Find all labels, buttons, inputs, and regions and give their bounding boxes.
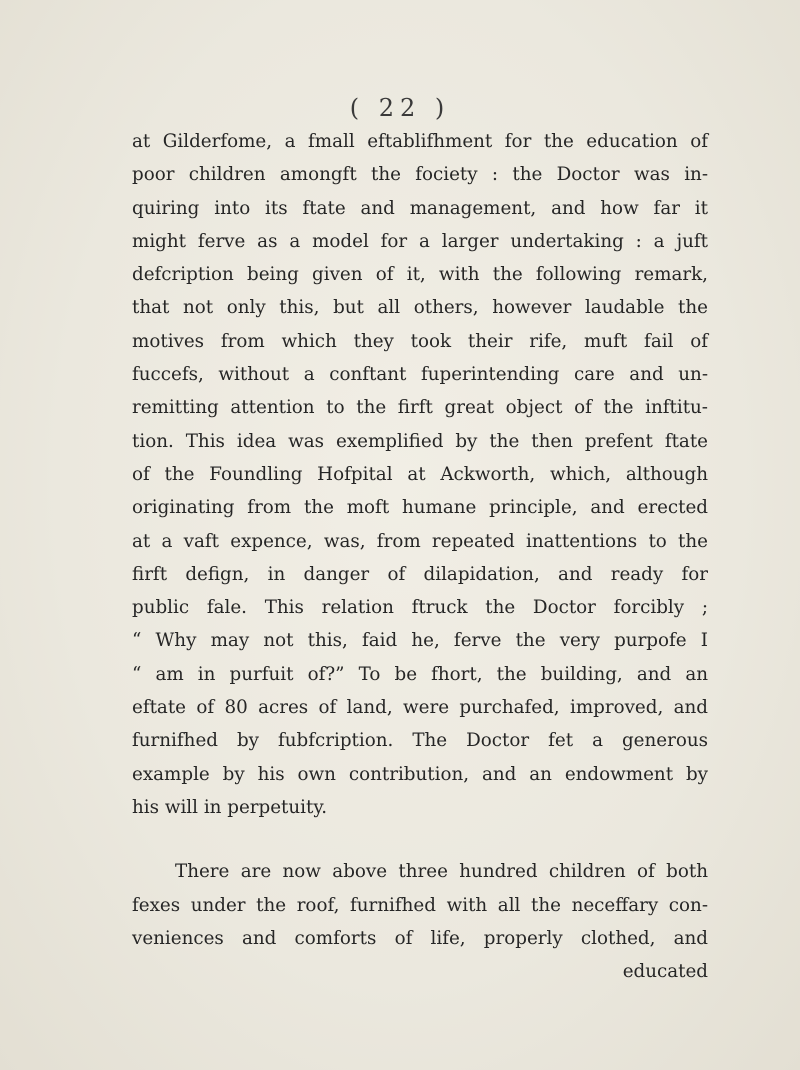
- text-line: poor children amongft the fociety : the Doctor was in-: [132, 164, 708, 186]
- text-line: that not only this, but all others, however laudable the: [132, 297, 708, 319]
- text-line: There are now above three hundred children of both: [175, 861, 708, 883]
- paragraph-2: [132, 855, 708, 988]
- text-line: “ am in purfuit of?” To be fhort, the building, and an: [132, 663, 708, 685]
- text-line: remitting attention to the firft great object of the inftitu-: [132, 397, 708, 419]
- text-line: at a vaft expence, was, from repeated inattentions to the: [132, 530, 708, 552]
- text-line: “ Why may not this, faid he, ferve the very purpofe I: [132, 630, 708, 652]
- text-line: of the Foundling Hofpital at Ackworth, which, although: [132, 463, 708, 485]
- text-line: public fale. This relation ftruck the Doctor forcibly ;: [132, 597, 708, 619]
- text-line: quiring into its ftate and management, and how far it: [132, 197, 708, 219]
- text-line: tion. This idea was exemplified by the then prefent ftate: [132, 430, 708, 452]
- text-line: fuccefs, without a conftant fuperintending care and un-: [132, 364, 708, 386]
- page-body: [132, 125, 708, 988]
- page-number: ( 22 ): [349, 94, 451, 122]
- paragraph-gap: [132, 824, 708, 855]
- text-line: eftate of 80 acres of land, were purchafed, improved, and: [132, 697, 708, 719]
- text-line: his will in perpetuity.: [132, 796, 328, 818]
- text-line: fexes under the roof, furnifhed with all the neceffary con-: [132, 894, 708, 916]
- text-line: firft defign, in danger of dilapidation, and ready for: [132, 563, 708, 585]
- catchword: educated: [622, 961, 708, 983]
- text-line: defcription being given of it, with the following remark,: [132, 264, 708, 286]
- text-line: example by his own contribution, and an endowment by: [132, 763, 708, 785]
- text-line: at Gilderfome, a fmall eftablifhment for the education of: [132, 131, 708, 152]
- text-line: originating from the moft humane principle, and erected: [132, 497, 708, 519]
- text-line: motives from which they took their rife, muft fail of: [132, 330, 708, 352]
- text-line: might ferve as a model for a larger undertaking : a juft: [132, 230, 708, 252]
- paragraph-1: [132, 125, 708, 824]
- text-line: veniences and comforts of life, properly clothed, and: [132, 927, 708, 949]
- text-line: furnifhed by fubfcription. The Doctor fet a generous: [132, 730, 708, 752]
